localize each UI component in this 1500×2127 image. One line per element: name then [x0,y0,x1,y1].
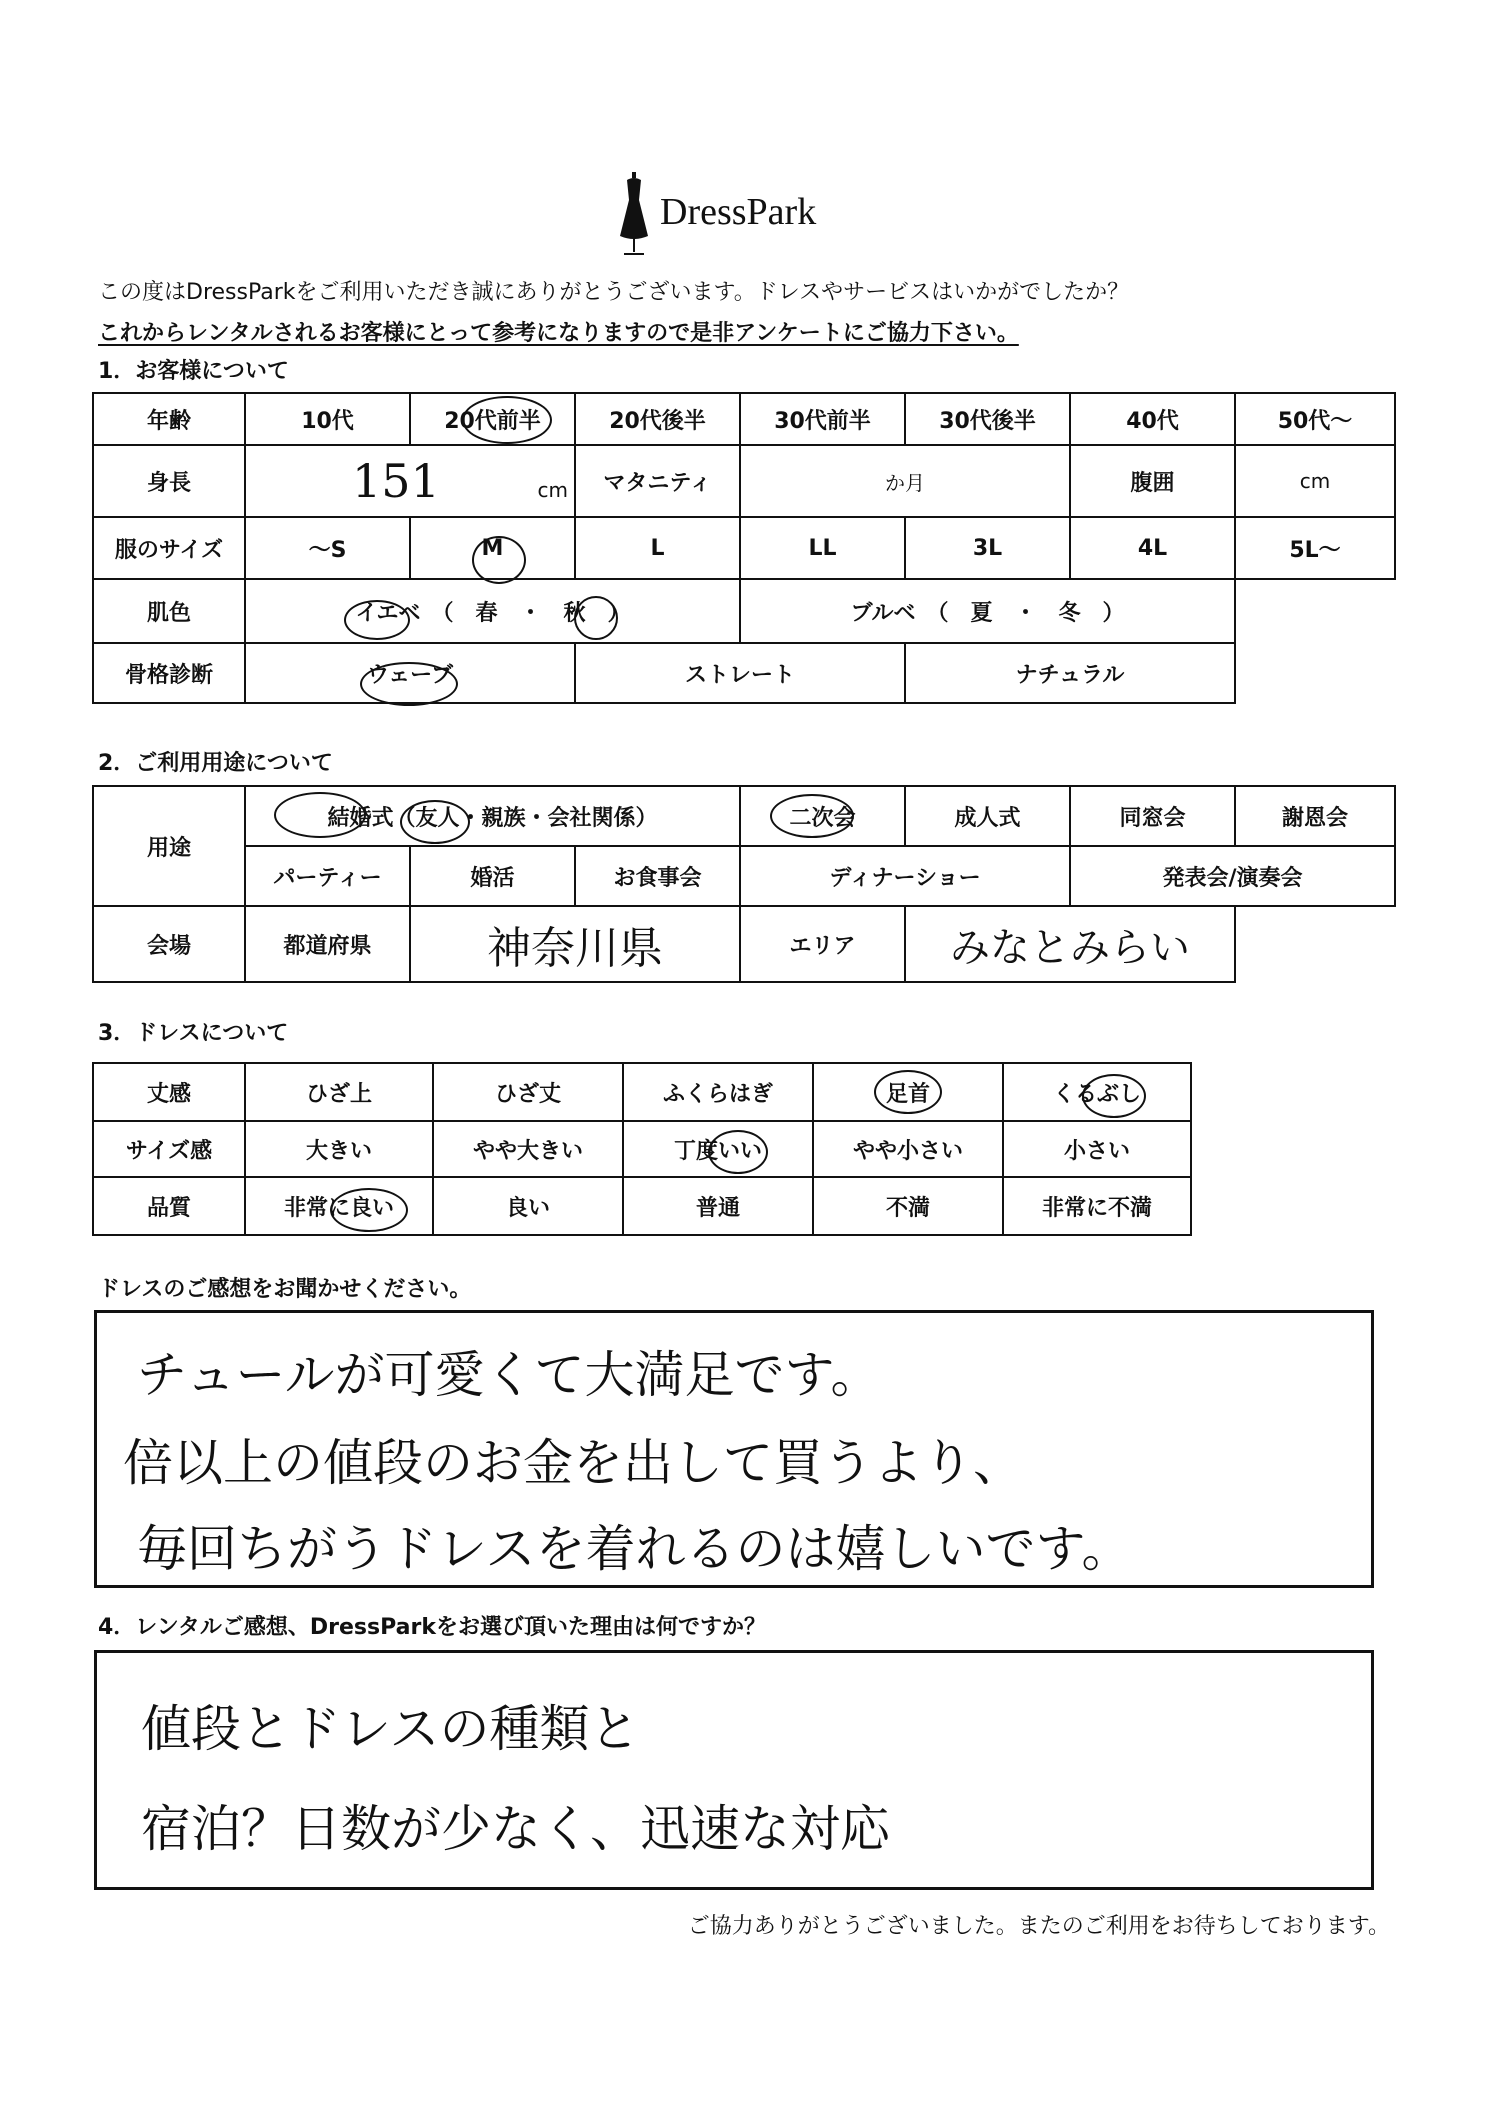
maternity-cell[interactable] [740,445,1070,517]
section3-title: 3．ドレスについて [98,1021,289,1046]
reason-box[interactable] [94,1650,1374,1890]
closing-text: ご協力ありがとうございました。またのご利用をお待ちしております。 [687,1914,1390,1939]
prefecture-value: 神奈川県 [487,923,663,974]
purpose-option[interactable]: 謝恩会 [1235,786,1395,846]
age-option[interactable]: 30代前半 [740,393,905,445]
purpose-option[interactable]: パーティー [245,846,410,906]
empty-cell [1235,579,1395,643]
area-value: みなとみらい [950,924,1190,971]
waist-cell[interactable] [1235,445,1395,517]
height-cell[interactable] [245,445,575,517]
intro-text: この度はDressParkをご利用いただき誠にありがとうございます。ドレスやサービスはいかがでしたか？ [98,280,1130,305]
dress-icon [616,170,652,260]
logo [616,170,856,260]
fit-option[interactable]: やや大きい [433,1121,623,1177]
quality-option[interactable]: 不満 [813,1177,1003,1235]
quality-option[interactable]: 良い [433,1177,623,1235]
age-option[interactable]: 10代 [245,393,410,445]
length-option[interactable]: ふくらはぎ [623,1063,813,1121]
age-option[interactable]: 20代後半 [575,393,740,445]
height-value: 151 [352,454,440,508]
usage-row-2 [93,846,1395,906]
age-option[interactable]: 30代後半 [905,393,1070,445]
size-option[interactable]: 3L [905,517,1070,579]
length-label: 丈感 [93,1063,245,1121]
usage-row-1 [93,786,1395,846]
customer-table [92,392,1396,704]
purpose-option[interactable]: ディナーショー [740,846,1070,906]
section1-title: 1．お客様について [98,359,289,384]
waist-label: 腹囲 [1070,445,1235,517]
purpose-option[interactable]: 同窓会 [1070,786,1235,846]
purpose-option[interactable]: お食事会 [575,846,740,906]
size-option[interactable]: 5L～ [1235,517,1395,579]
frame-option[interactable]: ナチュラル [905,643,1235,703]
reason-line: 値段とドレスの種類と [141,1700,640,1758]
size-option[interactable]: LL [740,517,905,579]
size-option[interactable]: ～S [245,517,410,579]
age-row [93,393,1395,445]
purpose-option[interactable]: 結婚式（友人・親族・会社関係） [245,786,740,846]
fit-option[interactable]: 大きい [245,1121,433,1177]
frame-option[interactable]: ストレート [575,643,905,703]
size-option[interactable]: L [575,517,740,579]
intro-underlined-text: これからレンタルされるお客様にとって参考になりますので是非アンケートにご協力下さい。 [98,321,1019,346]
length-option[interactable]: ひざ上 [245,1063,433,1121]
skin-blue[interactable]: ブルベ （ 夏 ・ 冬 ） [740,579,1235,643]
age-option[interactable]: 40代 [1070,393,1235,445]
prefecture-label: 都道府県 [245,906,410,982]
maternity-unit: か月 [885,470,925,495]
length-option[interactable]: くるぶし [1003,1063,1191,1121]
venue-row [93,906,1395,982]
size-option[interactable]: 4L [1070,517,1235,579]
size-row [93,517,1395,579]
logo-text: DressPark [660,191,817,233]
purpose-option[interactable]: 成人式 [905,786,1070,846]
impression-line: チュールが可愛くて大満足です。 [137,1346,881,1404]
skin-row [93,579,1395,643]
skin-label: 肌色 [93,579,245,643]
section4-title: 4．レンタルご感想、DressParkをお選び頂いた理由は何ですか？ [98,1615,766,1640]
frame-row [93,643,1395,703]
age-label: 年齢 [93,393,245,445]
length-option[interactable]: ひざ丈 [433,1063,623,1121]
quality-label: 品質 [93,1177,245,1235]
quality-option[interactable]: 非常に良い [245,1177,433,1235]
size-option[interactable]: M [410,517,575,579]
purpose-option[interactable]: 発表会/演奏会 [1070,846,1395,906]
usage-table [92,785,1396,983]
fit-option[interactable]: 丁度いい [623,1121,813,1177]
quality-option[interactable]: 非常に不満 [1003,1177,1191,1235]
height-row [93,445,1395,517]
maternity-label: マタニティ [575,445,740,517]
area-cell[interactable] [905,906,1235,982]
height-unit: cm [537,478,568,502]
quality-row [93,1177,1191,1235]
quality-option[interactable]: 普通 [623,1177,813,1235]
fit-option[interactable]: やや小さい [813,1121,1003,1177]
purpose-option[interactable]: 婚活 [410,846,575,906]
fit-label: サイズ感 [93,1121,245,1177]
empty-cell [1235,906,1395,982]
length-option[interactable]: 足首 [813,1063,1003,1121]
purpose-label: 用途 [93,786,245,906]
frame-label: 骨格診断 [93,643,245,703]
size-label: 服のサイズ [93,517,245,579]
section2-title: 2．ご利用用途について [98,751,333,776]
fit-row [93,1121,1191,1177]
length-row [93,1063,1191,1121]
age-option[interactable]: 50代～ [1235,393,1395,445]
venue-label: 会場 [93,906,245,982]
empty-cell [1235,643,1395,703]
impressions-prompt: ドレスのご感想をお聞かせください。 [98,1277,472,1302]
age-option[interactable]: 20代前半 [410,393,575,445]
height-label: 身長 [93,445,245,517]
prefecture-cell[interactable] [410,906,740,982]
frame-option[interactable]: ウェーブ [245,643,575,703]
waist-unit: cm [1299,468,1331,493]
fit-option[interactable]: 小さい [1003,1121,1191,1177]
skin-yellow[interactable]: イエベ （ 春 ・ 秋 ） [245,579,740,643]
impressions-box[interactable] [94,1310,1374,1588]
purpose-option[interactable]: 二次会 [740,786,905,846]
dress-table [92,1062,1192,1236]
impression-line: 毎回ちがうドレスを着れるのは嬉しいです。 [137,1520,1132,1578]
impression-line: 倍以上の値段のお金を出して買うより、 [123,1434,1023,1492]
area-label: エリア [740,906,905,982]
reason-line: 宿泊？日数が少なく、迅速な対応 [141,1800,890,1858]
